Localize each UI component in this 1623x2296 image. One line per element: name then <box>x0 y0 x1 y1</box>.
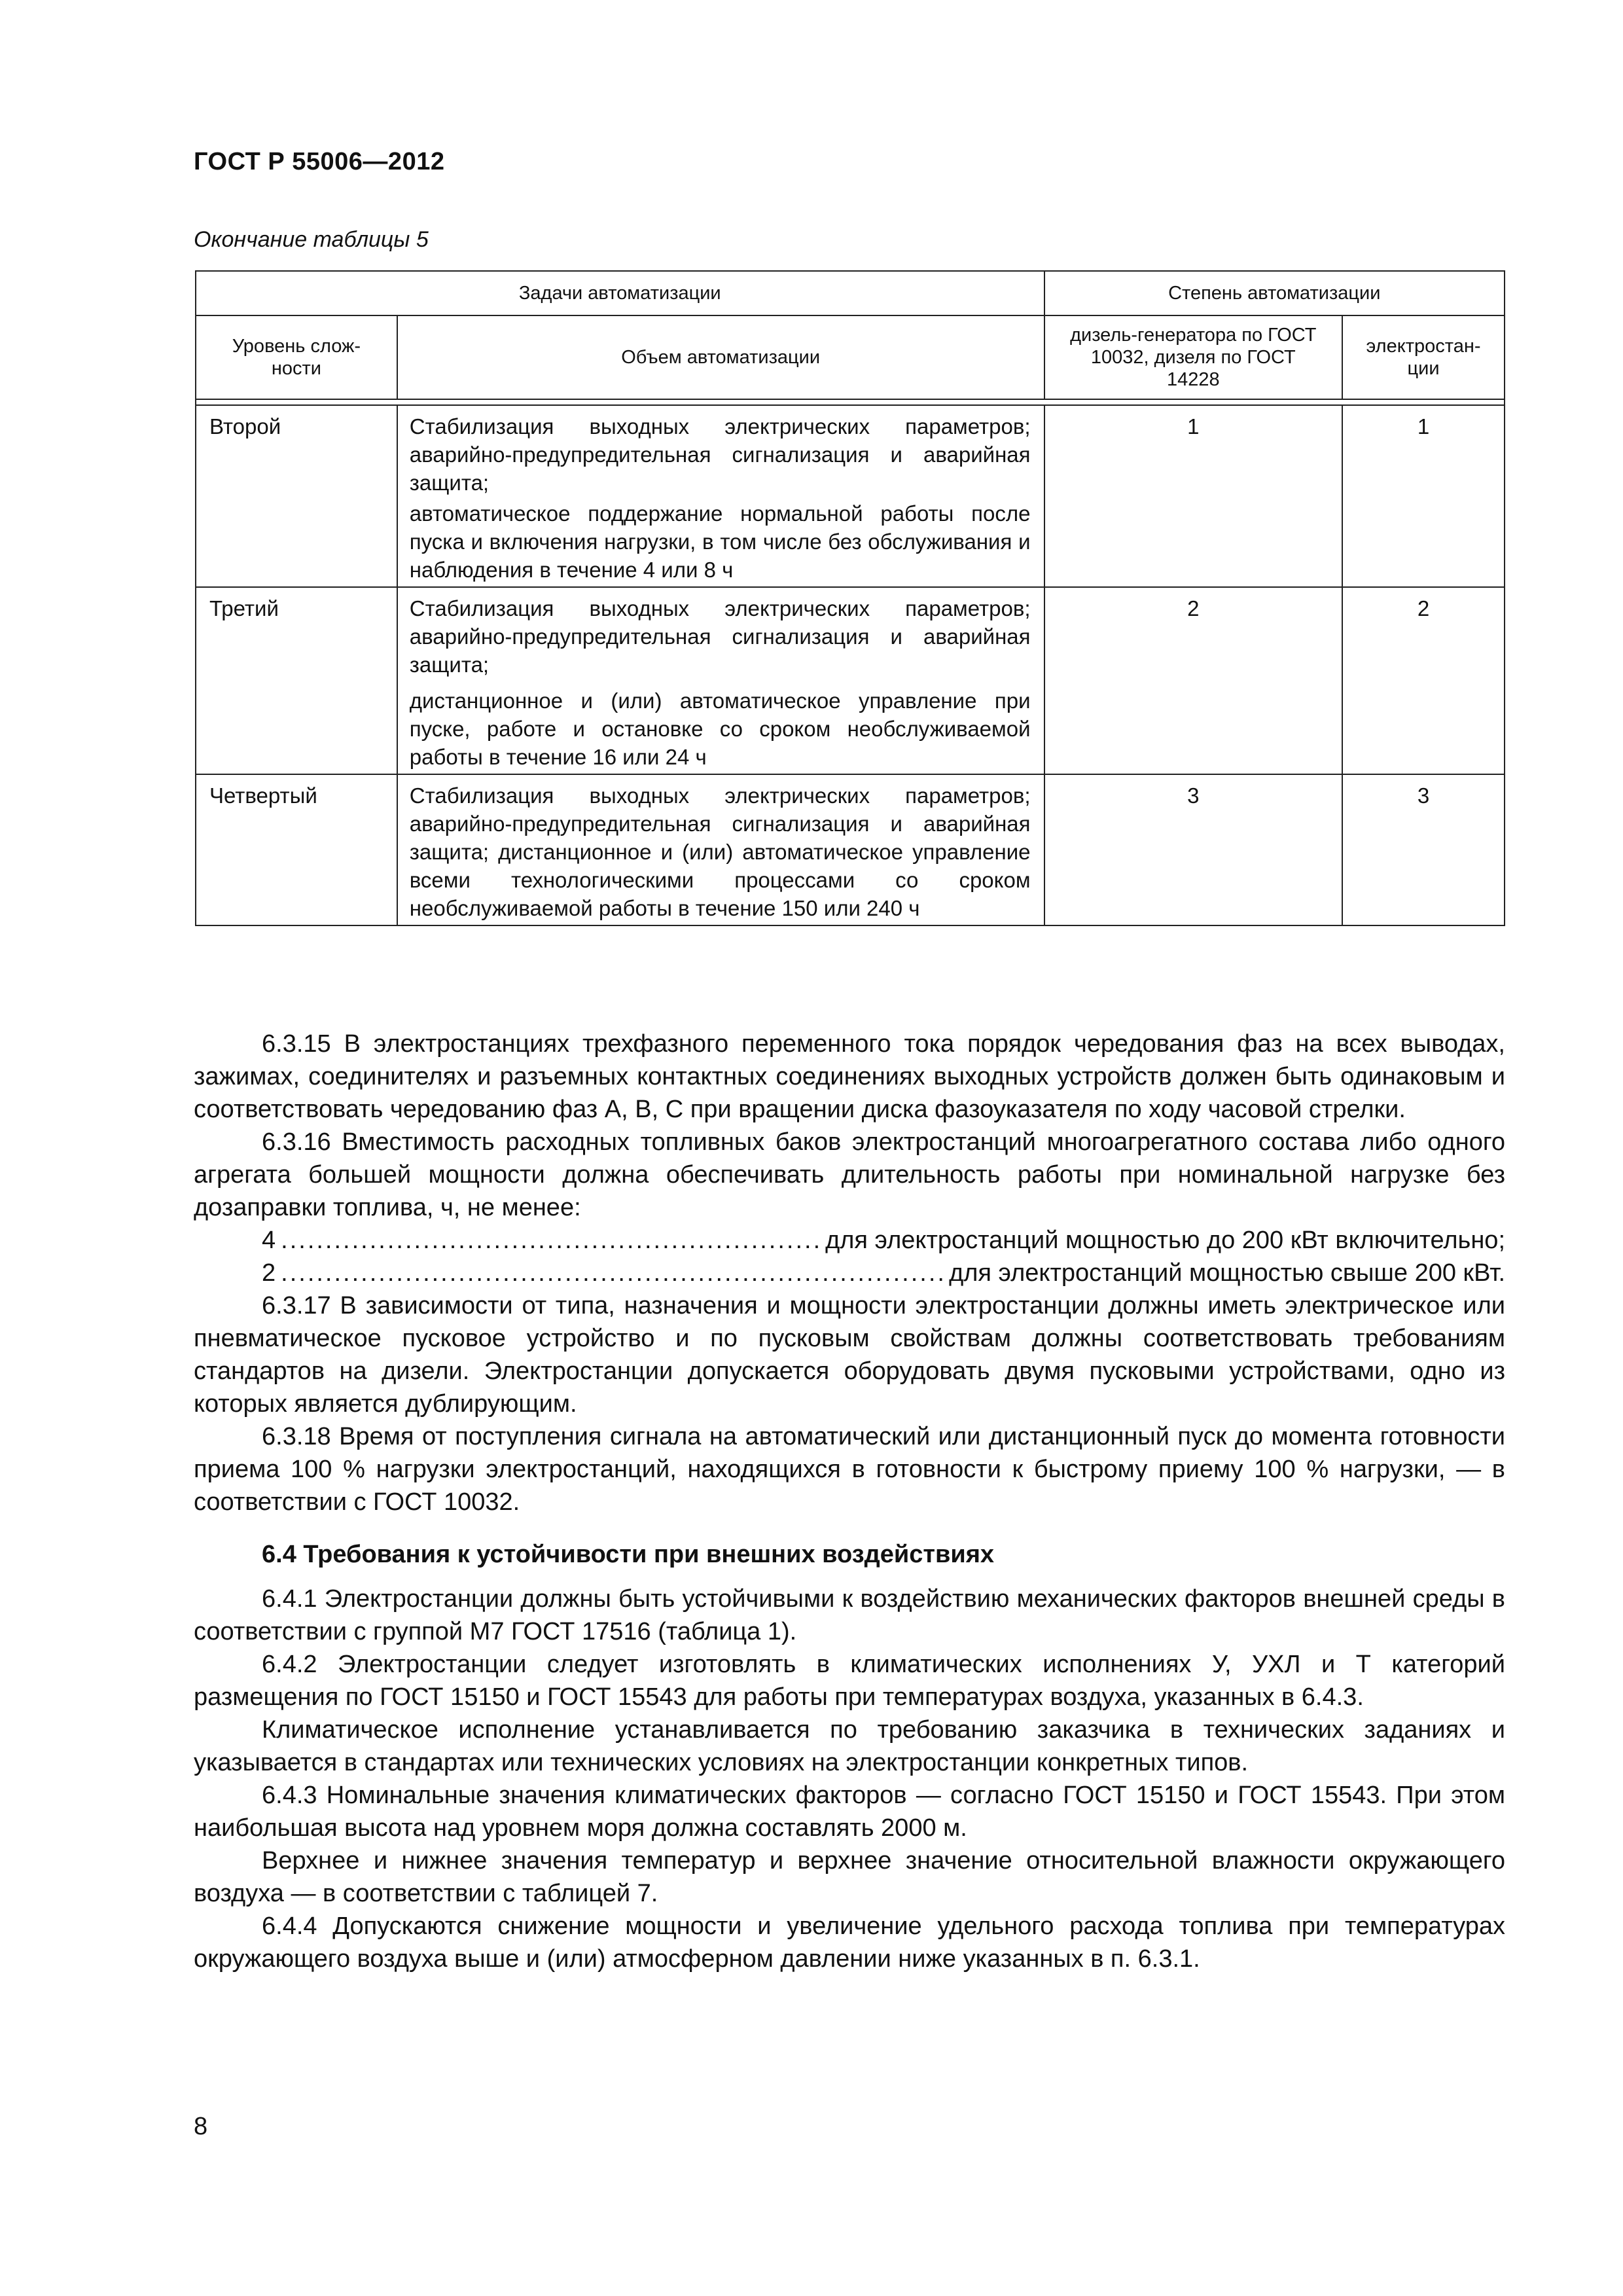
header-automation-scope: Объем автоматизации <box>397 315 1044 399</box>
paragraph-6-3-16: 6.3.16 Вместимость расходных топливных баков электростанций многоагрегатного состава либо одного агрегата большей мощности должна обеспечивать длительность работы при номинальной нагрузке без дозаправки топлива, ч, не менее: <box>194 1128 1505 1221</box>
scope-paragraph: дистанционное и (или) автоматическое управление при пуске, работе и остановке со сроком необслуживаемой работы в течение 16 или 24 ч <box>409 689 1031 769</box>
paragraph-6-3-18: 6.3.18 Время от поступления сигнала на автоматический или дистанционный пуск до момента готовности приема 100 % нагрузки электростанций, находящихся в готовности к быстрому приему 100 % нагрузки, — в соответствии с ГОСТ 10032. <box>194 1423 1505 1516</box>
row-level: Третий <box>196 587 397 774</box>
header-automation-degree: Степень автоматизации <box>1044 271 1505 315</box>
paragraph-6-4-2: 6.4.2 Электростанции следует изготовлять в климатических исполнениях У, УХЛ и Т категорий размещения по ГОСТ 15150 и ГОСТ 15543 для работы при температурах воздуха, указанных в 6.4.3. <box>194 1651 1505 1711</box>
paragraph-climate: Климатическое исполнение устанавливается по требованию заказчика в технических заданиях и указывается в стандартах или технических условиях на электростанции конкретных типов. <box>194 1716 1505 1776</box>
paragraph-6-4-4: 6.4.4 Допускаются снижение мощности и увеличение удельного расхода топлива при температурах окружающего воздуха выше и (или) атмосферном давлении ниже указанных в п. 6.3.1. <box>194 1912 1505 1973</box>
body-text <box>194 1028 1505 1975</box>
row-station-degree: 2 <box>1342 587 1505 774</box>
list-item <box>194 1257 1505 1289</box>
header-power-station: электростан-ции <box>1342 315 1505 399</box>
row-scope <box>397 405 1044 587</box>
row-diesel-degree: 3 <box>1044 774 1343 925</box>
scope-paragraph: Стабилизация выходных электрических параметров; аварийно-предупредительная сигнализация и аварийная защита; дистанционное и (или) автоматическое управление всеми технологическими процессами со сроком необслуживаемой работы в течение 150 или 240 ч <box>409 783 1031 920</box>
table-row <box>196 587 1505 774</box>
scope-paragraph: автоматическое поддержание нормальной работы после пуска и включения нагрузки, в том числе без обслуживания и наблюдения в течение 4 или 8 ч <box>409 501 1031 582</box>
table-caption: Окончание таблицы 5 <box>194 227 429 252</box>
row-station-degree: 3 <box>1342 774 1505 925</box>
row-station-degree: 1 <box>1342 405 1505 587</box>
section-heading-6-4: 6.4 Требования к устойчивости при внешних воздействиях <box>262 1541 994 1568</box>
header-complexity-level: Уровень слож-ности <box>196 315 397 399</box>
list-item-value: 2 <box>262 1259 276 1287</box>
row-scope <box>397 587 1044 774</box>
row-level: Второй <box>196 405 397 587</box>
paragraph-6-4-3: 6.4.3 Номинальные значения климатических факторов — согласно ГОСТ 15150 и ГОСТ 15543. При этом наибольшая высота над уровнем моря должна составлять 2000 м. <box>194 1782 1505 1842</box>
dot-leader <box>281 1257 944 1289</box>
row-level: Четвертый <box>196 774 397 925</box>
row-scope <box>397 774 1044 925</box>
list-item-text: для электростанций мощностью свыше 200 кВт. <box>949 1259 1505 1287</box>
page-number: 8 <box>194 2113 208 2140</box>
paragraph-6-3-15: 6.3.15 В электростанциях трехфазного переменного тока порядок чередования фаз на всех выводах, зажимах, соединителях и разъемных контактных соединениях выходных устройств должен быть одинаковым и соответствовать чередованию фаз А, В, С при вращении диска фазоуказателя по ходу часовой стрелки. <box>194 1030 1505 1123</box>
automation-table <box>195 270 1505 926</box>
paragraph-6-3-17: 6.3.17 В зависимости от типа, назначения и мощности электростанции должны иметь электрическое или пневматическое пусковое устройство и по пусковым свойствам должны соответствовать требованиям стандартов на дизели. Электростанции допускается оборудовать двумя пусковыми устройствами, одно из которых является дублирующим. <box>194 1292 1505 1418</box>
list-item-value: 4 <box>262 1227 276 1254</box>
paragraph-temperatures: Верхнее и нижнее значения температур и верхнее значение относительной влажности окружающего воздуха — в соответствии с таблицей 7. <box>194 1847 1505 1907</box>
header-automation-tasks: Задачи автоматизации <box>196 271 1044 315</box>
header-diesel-generator: дизель-генератора по ГОСТ 10032, дизеля по ГОСТ 14228 <box>1044 315 1343 399</box>
table-row <box>196 405 1505 587</box>
dot-leader <box>281 1224 820 1257</box>
row-diesel-degree: 2 <box>1044 587 1343 774</box>
scope-paragraph: Стабилизация выходных электрических параметров; аварийно-предупредительная сигнализация и аварийная защита; <box>409 596 1031 677</box>
row-diesel-degree: 1 <box>1044 405 1343 587</box>
list-item-text: для электростанций мощностью до 200 кВт включительно; <box>825 1227 1505 1254</box>
scope-paragraph: Стабилизация выходных электрических параметров; аварийно-предупредительная сигнализация и аварийная защита; <box>409 414 1031 495</box>
paragraph-6-4-1: 6.4.1 Электростанции должны быть устойчивыми к воздействию механических факторов внешней среды в соответствии с группой М7 ГОСТ 17516 (таблица 1). <box>194 1585 1505 1645</box>
document-header: ГОСТ Р 55006—2012 <box>194 148 445 175</box>
header-separator <box>196 399 1505 405</box>
list-item <box>194 1224 1505 1257</box>
table-row <box>196 774 1505 925</box>
